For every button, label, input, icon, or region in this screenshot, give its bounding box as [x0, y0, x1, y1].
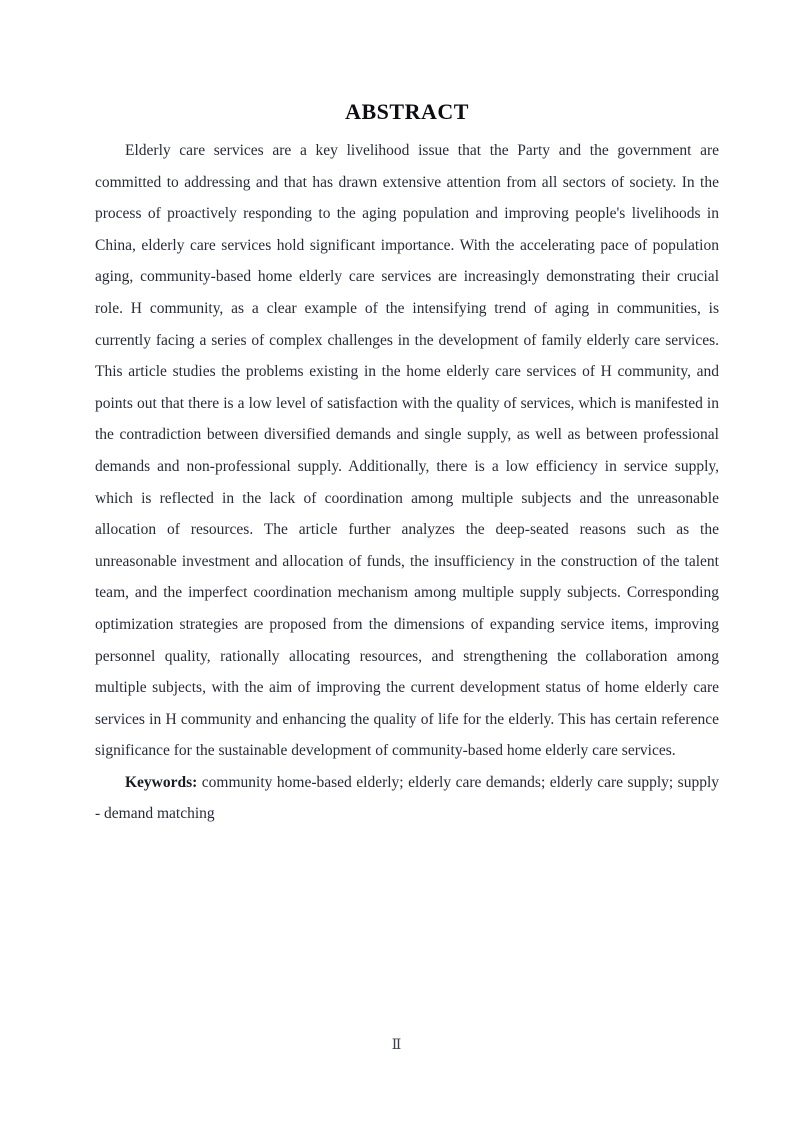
- keywords-paragraph: [95, 767, 719, 830]
- abstract-paragraph: Elderly care services are a key livelihood issue that the Party and the government are committed to addressing and that has drawn extensive attention from all sectors of society. In the process of proactively responding to the aging population and improving people's livelihoods in China, elderly care services hold significant importance. With the accelerating pace of population aging, community-based home elderly care services are increasingly demonstrating their crucial role. H community, as a clear example of the intensifying trend of aging in communities, is currently facing a series of complex challenges in the development of family elderly care services. This article studies the problems existing in the home elderly care services of H community, and points out that there is a low level of satisfaction with the quality of services, which is manifested in the contradiction between diversified demands and single supply, as well as between professional demands and non-professional supply. Additionally, there is a low efficiency in service supply, which is reflected in the lack of coordination among multiple subjects and the unreasonable allocation of resources. The article further analyzes the deep-seated reasons such as the unreasonable investment and allocation of funds, the insufficiency in the construction of the talent team, and the imperfect coordination mechanism among multiple supply subjects. Corresponding optimization strategies are proposed from the dimensions of expanding service items, improving personnel quality, rationally allocating resources, and strengthening the collaboration among multiple subjects, with the aim of improving the current development status of home elderly care services in H community and enhancing the quality of life for the elderly. This has certain reference significance for the sustainable development of community-based home elderly care services.: [95, 142, 719, 760]
- page-number: Ⅱ: [391, 1038, 402, 1053]
- page-title: ABSTRACT: [345, 99, 469, 124]
- keywords-text: community home-based elderly; elderly care demands; elderly care supply; supply - demand matching: [95, 773, 719, 823]
- keywords-label: Keywords:: [125, 773, 198, 791]
